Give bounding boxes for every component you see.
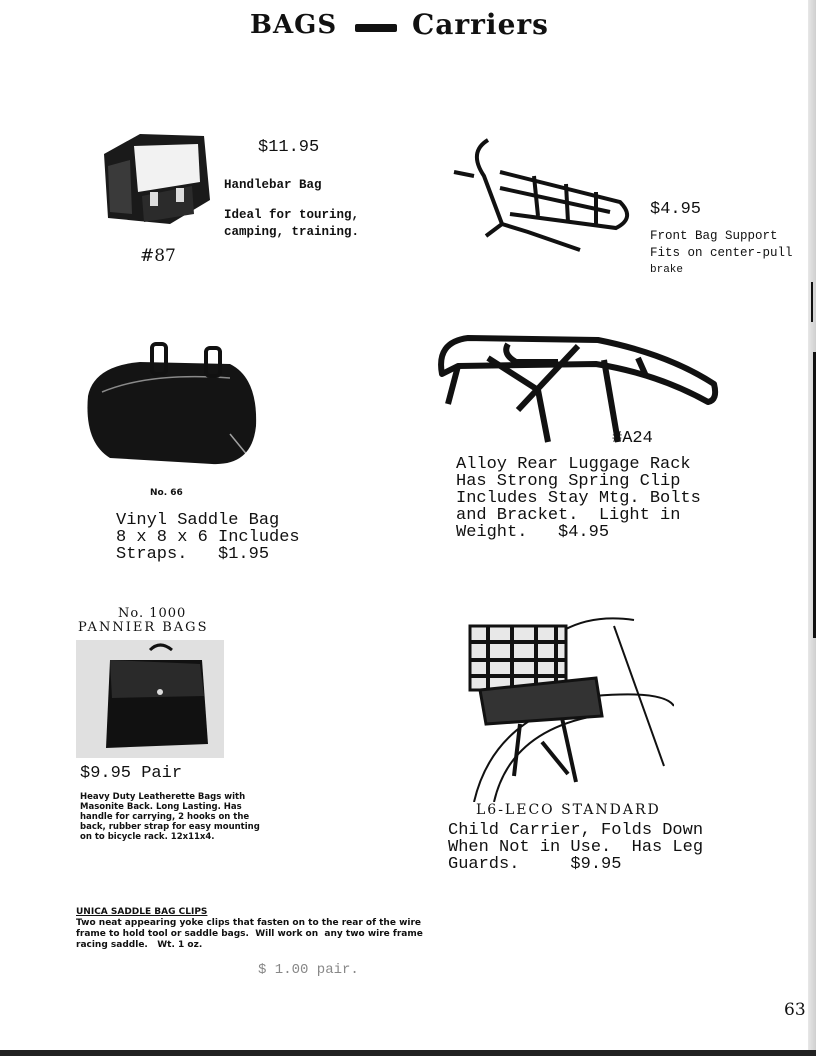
handlebar-bag-name: Handlebar Bag bbox=[224, 178, 322, 192]
description-line: on to bicycle rack. 12x11x4. bbox=[80, 832, 215, 842]
vinyl-saddle-bag-number: No. 66 bbox=[150, 488, 183, 498]
unica-clips-title: UNICA SADDLE BAG CLIPS bbox=[76, 907, 208, 917]
description-line: Guards. $9.95 bbox=[448, 855, 622, 874]
pannier-bags-price: $9.95 Pair bbox=[80, 764, 183, 783]
description-line: and Bracket. Light in bbox=[456, 506, 681, 525]
pannier-bags-number: No. 1000 bbox=[118, 606, 187, 621]
page-edge-mark bbox=[811, 282, 813, 322]
description-line: Has Strong Spring Clip bbox=[456, 472, 681, 491]
description-line: racing saddle. Wt. 1 oz. bbox=[76, 940, 203, 950]
description-line: frame to hold tool or saddle bags. Will work on any two wire frame bbox=[76, 929, 423, 939]
child-carrier-description bbox=[448, 822, 703, 873]
description-line: brake bbox=[650, 264, 684, 276]
description-line: Includes Stay Mtg. Bolts bbox=[456, 489, 701, 508]
child-carrier-illustration bbox=[464, 606, 674, 802]
description-line: Heavy Duty Leatherette Bags with bbox=[80, 792, 246, 802]
description-line: Fits on center-pull bbox=[650, 246, 793, 260]
rear-luggage-rack-illustration bbox=[428, 330, 728, 448]
description-line: 8 x 8 x 6 Includes bbox=[116, 528, 300, 547]
description-line: Child Carrier, Folds Down bbox=[448, 821, 704, 840]
header-title-bags: BAGS bbox=[250, 10, 338, 40]
description-line: Front Bag Support bbox=[650, 229, 778, 243]
description-line: Alloy Rear Luggage Rack bbox=[456, 455, 691, 474]
pannier-bags-title: PANNIER BAGS bbox=[78, 620, 209, 635]
handlebar-bag-illustration bbox=[92, 122, 217, 240]
unica-clips-price: $ 1.00 pair. bbox=[258, 962, 359, 978]
description-line: Vinyl Saddle Bag bbox=[116, 511, 280, 530]
pannier-bags-illustration bbox=[76, 640, 224, 758]
description-line: back, rubber strap for easy mounting bbox=[80, 822, 260, 832]
front-bag-support-description bbox=[650, 228, 793, 279]
header-divider-bar bbox=[355, 24, 397, 32]
vinyl-saddle-bag-illustration bbox=[80, 338, 262, 486]
description-line: Straps. $1.95 bbox=[116, 545, 270, 564]
page-number: 63 bbox=[784, 1000, 806, 1020]
unica-clips-description bbox=[76, 918, 423, 951]
description-line: Ideal for touring, bbox=[224, 208, 360, 222]
handlebar-bag-price: $11.95 bbox=[258, 138, 320, 157]
description-line: Two neat appearing yoke clips that fasten on to the rear of the wire bbox=[76, 918, 422, 928]
description-line: Weight. $4.95 bbox=[456, 523, 610, 542]
handlebar-bag-description bbox=[224, 207, 359, 241]
pannier-bags-description bbox=[80, 792, 260, 842]
description-line: camping, training. bbox=[224, 225, 360, 239]
description-line: handle for carrying, 2 hooks on the bbox=[80, 812, 250, 822]
handlebar-bag-number: #87 bbox=[140, 246, 176, 266]
front-bag-support-price: $4.95 bbox=[650, 200, 702, 219]
header-title-carriers: Carriers bbox=[412, 8, 549, 41]
vinyl-saddle-bag-description bbox=[116, 512, 300, 563]
rear-luggage-rack-description bbox=[456, 456, 701, 541]
page-edge-bottom bbox=[0, 1050, 816, 1056]
rear-luggage-rack-number: #A24 bbox=[612, 429, 653, 448]
child-carrier-model: L6-LECO STANDARD bbox=[476, 802, 661, 818]
description-line: When Not in Use. Has Leg bbox=[448, 838, 704, 857]
description-line: Masonite Back. Long Lasting. Has bbox=[80, 802, 242, 812]
front-bag-support-illustration bbox=[450, 132, 640, 262]
